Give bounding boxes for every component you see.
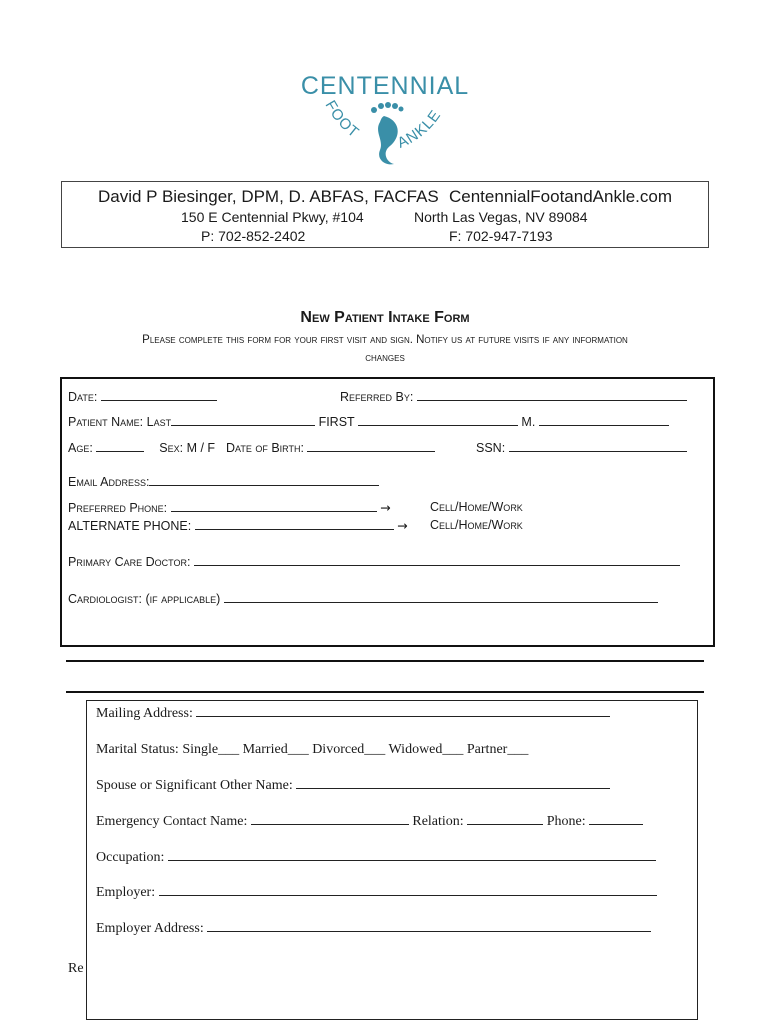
emergency-field[interactable] — [251, 823, 409, 825]
practice-address-2: North Las Vegas, NV 89084 — [414, 209, 588, 225]
arrow-icon: → — [397, 518, 408, 533]
date-field[interactable] — [101, 399, 217, 401]
email-label: Email Address: — [68, 475, 150, 489]
spouse-field[interactable] — [296, 787, 610, 789]
practice-address-1: 150 E Centennial Pkwy, #104 — [181, 209, 364, 225]
age-field[interactable] — [96, 450, 144, 452]
preferred-phone-label: Preferred Phone: — [68, 501, 168, 515]
cardiologist-label: Cardiologist: (if applicable) — [68, 592, 221, 606]
instructions-line-1: Please complete this form for your first visit and sign. Notify us at future visits if any information — [142, 334, 628, 346]
pcp-field[interactable] — [194, 564, 680, 566]
phone-type-1[interactable]: Cell/Home/Work — [430, 500, 523, 514]
dob-field[interactable] — [307, 450, 435, 452]
occupation-label: Occupation: — [96, 850, 165, 865]
emergency-label: Emergency Contact Name: — [96, 814, 248, 829]
instructions-line-2: changes — [365, 352, 405, 364]
practice-website[interactable]: CentennialFootandAnkle.com — [449, 187, 673, 206]
spouse-row — [96, 778, 610, 794]
ssn-field[interactable] — [509, 450, 687, 452]
practice-phone: P: 702-852-2402 — [201, 228, 306, 244]
middle-initial-field[interactable] — [539, 424, 669, 426]
cardiologist-row — [68, 592, 658, 606]
referred-by-field[interactable] — [417, 399, 687, 401]
first-name-field[interactable] — [358, 424, 518, 426]
date-row — [68, 390, 217, 404]
logo — [290, 66, 480, 172]
divider-line — [66, 691, 704, 693]
logo-word-foot: FOOT — [321, 97, 363, 142]
employer-address-label: Employer Address: — [96, 921, 204, 936]
first-name-label: FIRST — [318, 415, 355, 429]
employer-label: Employer: — [96, 885, 156, 900]
preferred-phone-row — [68, 500, 391, 515]
mailing-label: Mailing Address: — [96, 706, 193, 721]
phone-type-2[interactable]: Cell/Home/Work — [430, 518, 523, 532]
arrow-icon: → — [380, 500, 391, 515]
form-instructions — [60, 331, 710, 367]
alternate-phone-label: ALTERNATE PHONE: — [68, 519, 192, 533]
alternate-phone-row — [68, 518, 408, 533]
referred-by-label: Referred By: — [340, 390, 414, 404]
truncated-text: Re — [68, 961, 84, 976]
form-title: New Patient Intake Form — [300, 309, 470, 326]
last-name-field[interactable] — [171, 424, 315, 426]
pcp-label: Primary Care Doctor: — [68, 555, 191, 569]
practice-fax: F: 702-947-7193 — [449, 228, 553, 244]
patient-name-row — [68, 415, 669, 429]
employer-address-field[interactable] — [207, 930, 651, 932]
mailing-row — [96, 706, 610, 722]
phone-field[interactable] — [589, 823, 643, 825]
ssn-label: SSN: — [476, 441, 506, 455]
occupation-row — [96, 850, 656, 866]
cardiologist-field[interactable] — [224, 601, 658, 603]
relation-field[interactable] — [467, 823, 543, 825]
preferred-phone-field[interactable] — [171, 510, 377, 512]
relation-label: Relation: — [412, 814, 464, 829]
dob-label: Date of Birth: — [226, 441, 304, 455]
logo-brand: CENTENNIAL — [300, 72, 470, 100]
email-row — [68, 475, 379, 489]
occupation-field[interactable] — [168, 859, 656, 861]
sex-label[interactable]: Sex: M / F — [159, 441, 216, 455]
footprint-icon — [371, 102, 404, 164]
pcp-row — [68, 555, 680, 569]
email-field[interactable] — [149, 484, 379, 486]
employer-row — [96, 885, 657, 901]
spouse-label: Spouse or Significant Other Name: — [96, 778, 293, 793]
emergency-row — [96, 814, 643, 830]
logo-graphic — [290, 66, 480, 172]
alternate-phone-field[interactable] — [195, 528, 394, 530]
employer-address-row — [96, 921, 651, 937]
logo-word-ankle: ANKLE — [394, 106, 445, 152]
doctor-name: David P Biesinger, DPM, D. ABFAS, FACFAS — [98, 187, 439, 206]
mailing-field[interactable] — [196, 715, 610, 717]
date-label: Date: — [68, 390, 98, 404]
divider-line — [66, 660, 704, 662]
employer-field[interactable] — [159, 894, 657, 896]
middle-initial-label: M. — [521, 415, 536, 429]
marital-status[interactable]: Marital Status: Single___ Married___ Divorced___ Widowed___ Partner___ — [96, 742, 529, 757]
referred-row — [340, 390, 687, 404]
last-name-label: Patient Name: Last — [68, 415, 172, 429]
ssn-row — [476, 441, 687, 455]
phone-label: Phone: — [546, 814, 586, 829]
age-label: Age: — [68, 441, 93, 455]
age-row — [68, 441, 435, 455]
